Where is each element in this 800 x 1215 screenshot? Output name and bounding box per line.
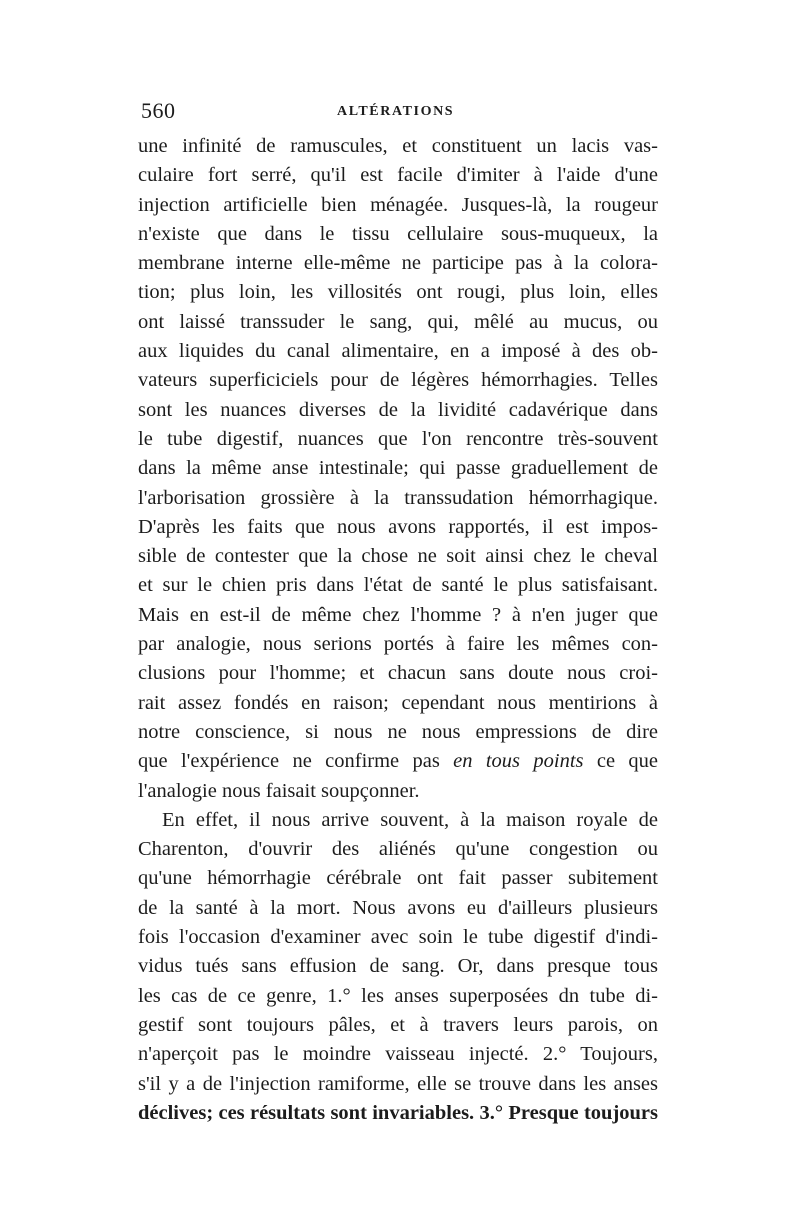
text-line: Charenton, d'ouvrir des aliénés qu'une congestion ou: [138, 838, 658, 861]
text-line: notre conscience, si nous ne nous empressions de dire: [138, 720, 658, 743]
text-line: les cas de ce genre, 1.° les anses superposées dn tube di-: [138, 984, 658, 1007]
text-line: En effet, il nous arrive souvent, à la maison royale de: [162, 808, 658, 831]
text-line: rait assez fondés en raison; cependant nous mentirions à: [138, 691, 658, 714]
body-text: [138, 132, 658, 1128]
text-line: l'analogie nous faisait soupçonner.: [138, 779, 420, 802]
text-line: dans la même anse intestinale; qui passe graduellement de: [138, 457, 658, 480]
text-line: fois l'occasion d'examiner avec soin le tube digestif d'indi-: [138, 926, 658, 949]
text-line: et sur le chien pris dans l'état de santé le plus satisfaisant.: [138, 574, 658, 597]
paragraph: [138, 132, 658, 806]
text-line: D'après les faits que nous avons rapportés, il est impos-: [138, 515, 658, 538]
text-line: déclives; ces résultats sont invariables. 3.° Presque toujours: [138, 1101, 658, 1124]
paragraph: [138, 806, 658, 1128]
text-line: injection artificielle bien ménagée. Jusques-là, la rougeur: [138, 193, 658, 216]
text-line: une infinité de ramuscules, et constituent un lacis vas-: [138, 135, 658, 157]
text-line: le tube digestif, nuances que l'on rencontre très-souvent: [138, 427, 658, 450]
text-line: aux liquides du canal alimentaire, en a imposé à des ob-: [138, 340, 658, 363]
text-line: clusions pour l'homme; et chacun sans doute nous croi-: [138, 662, 658, 685]
text-segment: que l'expérience ne confirme pas: [138, 750, 454, 773]
text-line: sible de contester que la chose ne soit ainsi chez le cheval: [138, 545, 658, 568]
text-line: par analogie, nous serions portés à faire les mêmes con-: [138, 633, 658, 656]
text-line: l'arborisation grossière à la transsudation hémorrhagique.: [138, 486, 658, 509]
text-line: ont laissé transsuder le sang, qui, mêlé au mucus, ou: [138, 310, 658, 333]
running-head-title: ALTÉRATIONS: [337, 104, 455, 119]
text-line: culaire fort serré, qu'il est facile d'imiter à l'aide d'une: [138, 164, 658, 187]
text-line: s'il y a de l'injection ramiforme, elle se trouve dans les anses: [138, 1072, 658, 1095]
text-line: n'aperçoit pas le moindre vaisseau injecté. 2.° Toujours,: [138, 1043, 658, 1066]
running-head: [135, 96, 660, 126]
text-line: vateurs superficiciels pour de légères hémorrhagies. Telles: [138, 369, 658, 392]
text-line: de la santé à la mort. Nous avons eu d'ailleurs plusieurs: [138, 896, 658, 919]
text-line: membrane interne elle-même ne participe pas à la colora-: [138, 252, 658, 275]
text-line: Mais en est-il de même chez l'homme ? à n'en juger que: [138, 603, 658, 626]
text-line: qu'une hémorrhagie cérébrale ont fait passer subitement: [138, 867, 658, 890]
text-segment: ce que: [583, 750, 658, 773]
page-number: 560: [141, 98, 176, 123]
text-line: vidus tués sans effusion de sang. Or, dans presque tous: [138, 955, 658, 978]
text-line: sont les nuances diverses de la lividité cadavérique dans: [138, 398, 658, 421]
text-line: n'existe que dans le tissu cellulaire sous-muqueux, la: [138, 222, 658, 245]
text-line: gestif sont toujours pâles, et à travers leurs parois, on: [138, 1013, 658, 1036]
text-line: tion; plus loin, les villosités ont rougi, plus loin, elles: [138, 281, 658, 304]
text-line: [138, 747, 658, 776]
italic-phrase: en tous points: [453, 750, 584, 773]
